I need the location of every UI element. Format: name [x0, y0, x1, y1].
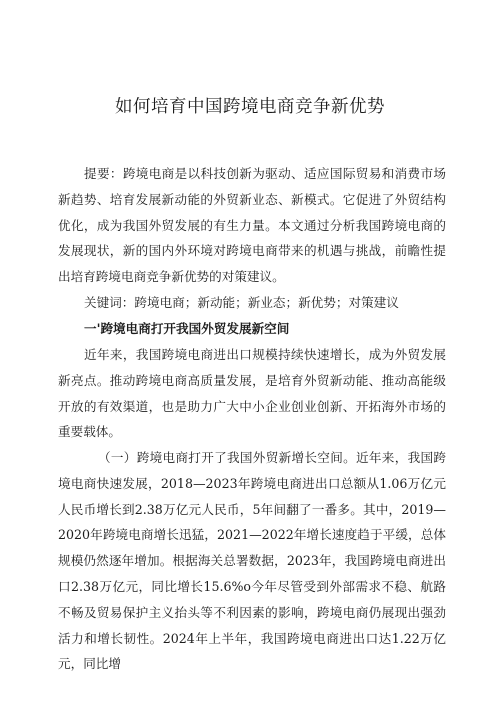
document-title: 如何培育中国跨境电商竞争新优势	[115, 97, 385, 117]
body-paragraph-2: （一）跨境电商打开了我国外贸新增长空间。近年来，我国跨境电商快速发展，2018—2023年跨境电商进出口总额从1.06万亿元人民币增长到2.38万亿元人民币，5年间翻了一番多。其中，2019—2020年跨境电商增长迅猛，2021—2022年增长速度趋于平缓，总体规模仍然逐年增加。根据海关总署数据，2023年，我国跨境电商进出口2.38万亿元，同比增长15.6%o今年尽管受到外部需求不稳、航路不畅及贸易保护主义抬头等不利因素的影响，跨境电商仍展现出强劲活力和增长韧性。2024年上半年，我国跨境电商进出口达1.22万亿元，同比增	[58, 450, 446, 672]
section-heading: 一'跨境电商打开我国外贸发展新空间	[84, 321, 290, 336]
body-paragraph-1: 近年来，我国跨境电商进出口规模持续快速增长，成为外贸发展新亮点。推动跨境电商高质量发展，是培育外贸新动能、推动高能级开放的有效渠道，也是助力广大中小企业创业创新、开拓海外市场的重要载体。	[58, 347, 446, 440]
keywords-line: 关键词：跨境电商；新动能；新业态；新优势；对策建议	[84, 295, 399, 310]
abstract-paragraph: 提要：跨境电商是以科技创新为驱动、适应国际贸易和消费市场新趋势、培育发展新动能的外贸新业态、新模式。它促进了外贸结构优化，成为我国外贸发展的有生力量。本文通过分析我国跨境电商的发展现状，新的国内外环境对跨境电商带来的机遇与挑战，前瞻性提出培育跨境电商竞争新优势的对策建议。	[58, 166, 446, 285]
